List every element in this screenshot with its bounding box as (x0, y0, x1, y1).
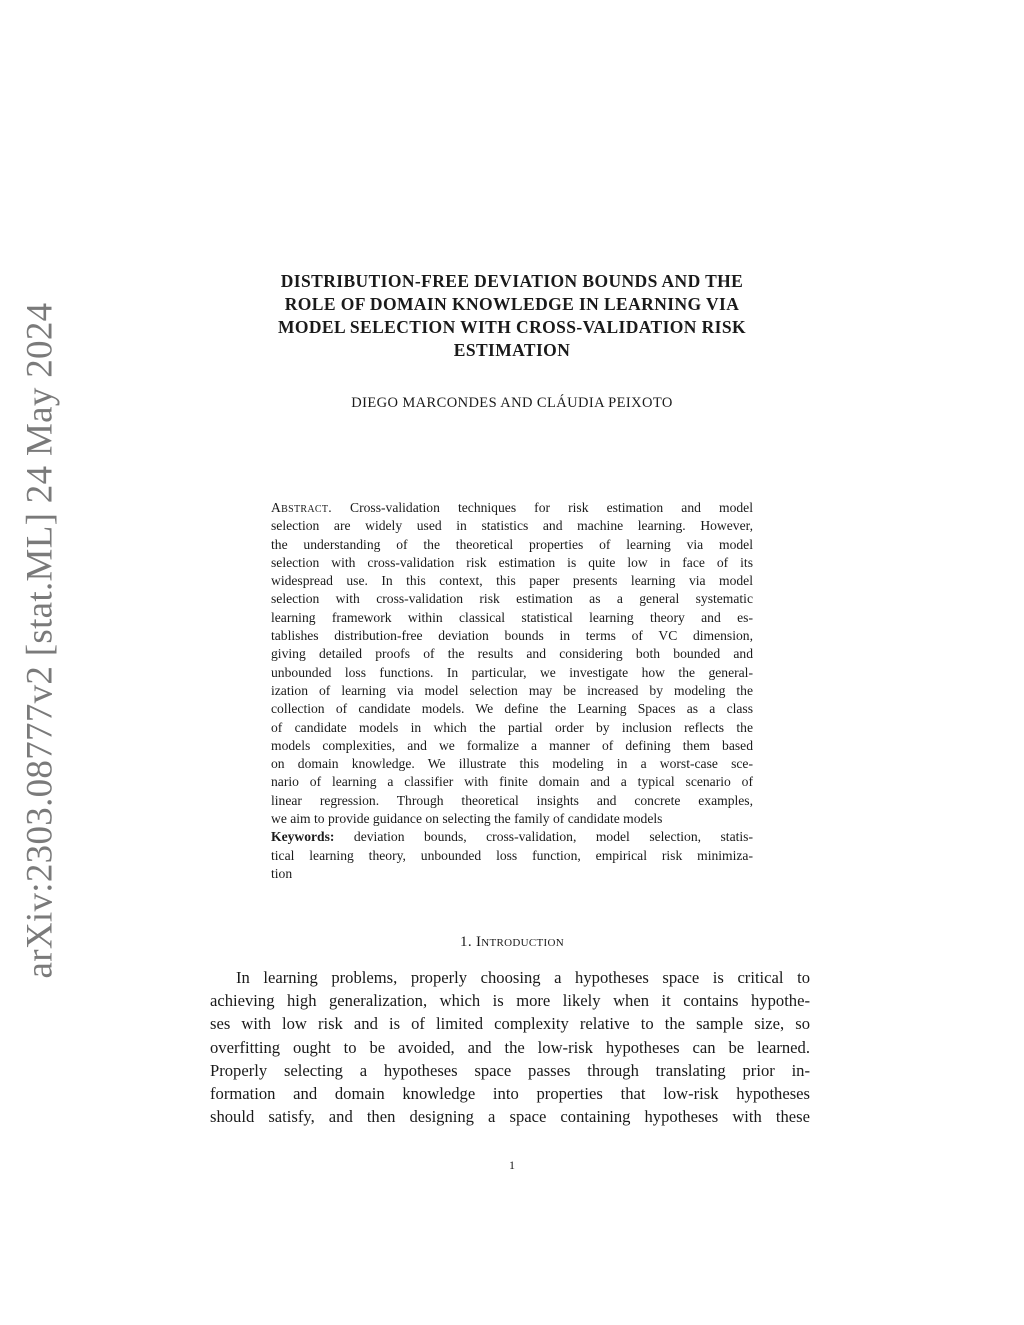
body-line: overfitting ought to be avoided, and the low-risk hypotheses can be learned. (210, 1037, 810, 1057)
abstract-line: selection are widely used in statistics and machine learning. However, (271, 518, 753, 534)
body-line: should satisfy, and then designing a space containing hypotheses with these (210, 1107, 810, 1127)
body-line: Properly selecting a hypotheses space passes through translating prior in- (210, 1060, 810, 1080)
body-line: achieving high generalization, which is more likely when it contains hypothe- (210, 991, 810, 1011)
introduction-paragraph (210, 966, 810, 1128)
arxiv-identifier-text: arXiv:2303.08777v2 [stat.ML] 24 May 2024 (19, 302, 61, 978)
abstract-line: giving detailed proofs of the results and considering both bounded and (271, 646, 753, 662)
paper-title (210, 270, 814, 362)
abstract-line: on domain knowledge. We illustrate this modeling in a worst-case sce- (271, 756, 753, 772)
section-title: Introduction (475, 934, 564, 950)
abstract-line (271, 499, 753, 517)
abstract-block (271, 499, 753, 883)
page-number: 1 (509, 1158, 515, 1172)
keywords-line: tical learning theory, unbounded loss function, empirical risk minimiza- (271, 847, 753, 863)
title-line: ESTIMATION (453, 340, 571, 360)
abstract-line: collection of candidate models. We define the Learning Spaces as a class (271, 701, 753, 717)
abstract-line: the understanding of the theoretical properties of learning via model (271, 536, 753, 552)
abstract-label: Abstract. (271, 500, 332, 515)
author-list: DIEGO MARCONDES AND CLÁUDIA PEIXOTO (351, 395, 673, 411)
abstract-line: we aim to provide guidance on selecting the family of candidate models (271, 811, 663, 827)
title-line: DISTRIBUTION-FREE DEVIATION BOUNDS AND THE (280, 271, 744, 291)
body-line: In learning problems, properly choosing a hypotheses space is critical to (236, 968, 810, 987)
title-line: MODEL SELECTION WITH CROSS-VALIDATION RISK (277, 317, 747, 337)
abstract-line: models complexities, and we formalize a manner of defining them based (271, 737, 753, 753)
abstract-line: selection with cross-validation risk estimation as a general systematic (271, 591, 753, 607)
abstract-line: tablishes distribution-free deviation bounds in terms of VC dimension, (271, 628, 753, 644)
abstract-line: ization of learning via model selection may be increased by modeling the (271, 682, 753, 698)
title-line: ROLE OF DOMAIN KNOWLEDGE IN LEARNING VIA (284, 294, 740, 314)
section-number: 1. (460, 934, 472, 950)
arxiv-identifier-stamp (10, 300, 70, 980)
keywords-first-line: deviation bounds, cross-validation, model selection, statis- (353, 829, 753, 845)
abstract-line: selection with cross-validation risk estimation is quite low in face of its (271, 554, 753, 570)
body-line: formation and domain knowledge into properties that low-risk hypotheses (210, 1083, 810, 1103)
abstract-line: widespread use. In this context, this paper presents learning via model (271, 573, 753, 589)
keywords-label: Keywords: (271, 829, 335, 845)
abstract-line: nario of learning a classifier with finite domain and a typical scenario of (271, 774, 753, 790)
section-heading-introduction (210, 934, 814, 951)
abstract-line: of candidate models in which the partial order by inclusion reflects the (271, 719, 753, 735)
body-line: ses with low risk and is of limited complexity relative to the sample size, so (210, 1014, 810, 1034)
abstract-first-line: Cross-validation techniques for risk estimation and model (350, 500, 753, 515)
abstract-line: linear regression. Through theoretical insights and concrete examples, (271, 792, 753, 808)
keywords-line (271, 828, 753, 846)
abstract-line: unbounded loss functions. In particular, we investigate how the general- (271, 664, 753, 680)
abstract-line: learning framework within classical statistical learning theory and es- (271, 609, 753, 625)
keywords-line: tion (271, 865, 293, 881)
